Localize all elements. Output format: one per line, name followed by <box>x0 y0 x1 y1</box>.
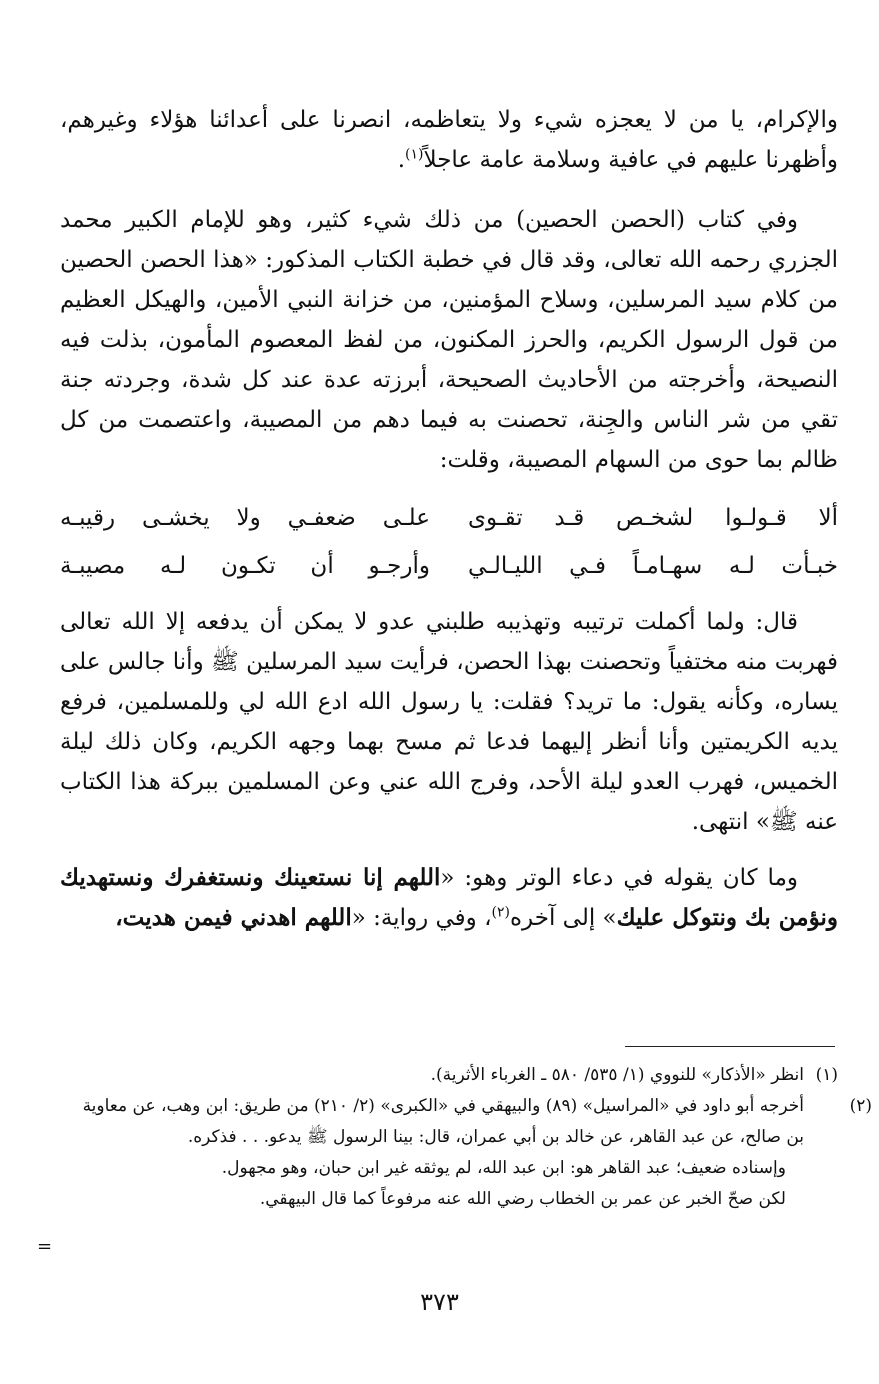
footnote-separator <box>625 1046 835 1047</box>
footnote-2-line-3: لكن صحّ الخبر عن عمر بن الخطاب رضي الله عنه مرفوعاً كما قال البيهقي. <box>259 1189 786 1209</box>
continuation-mark: = <box>37 1236 53 1257</box>
paragraph-1 <box>60 100 838 180</box>
paragraph-1-text: والإكرام، يا من لا يعجزه شيء ولا يتعاظمه، انصرنا على أعدائنا هؤلاء وغيرهم، وأظهرنا عليهم في عافية وسلامة عامة عاجلاً <box>60 107 838 173</box>
footnote-2 <box>60 1091 872 1153</box>
paragraph-4 <box>60 858 838 938</box>
footnote-2-number: (٢) <box>849 1096 872 1116</box>
footnote-1-text: انظر «الأذكار» للنووي (١/ ٥٣٥/ ٥٨٠ ـ الغرباء الأثرية). <box>430 1065 804 1085</box>
poem-second-hemistich: علـى ضعفـي ولا يخشـى رقيبـه <box>60 505 430 531</box>
paragraph-4-mid2: ، وفي رواية: « <box>351 905 492 931</box>
poem-verse <box>60 542 838 590</box>
paragraph-3: قال: ولما أكملت ترتيبه وتهذيبه طلبني عدو لا يمكن أن يدفعه إلا الله تعالى فهربت منه مختفياً وتحصنت بهذا الحصن، فرأيت سيد المرسلين ﷺ وأنا جالس على يساره، وكأنه يقول: ما تريد؟ فقلت: يا رسول الله ادع الله لي وللمسلمين، فرفع يديه الكريمتين وأنا أنظر إليهما فدعا ثم مسح بهما وجهه الكريم، وكان ذلك ليلة الخميس، فهرب العدو ليلة الأحد، وفرج الله عني وعن المسلمين ببركة هذا الكتاب عنه ﷺ» انتهى. <box>60 609 838 835</box>
dua-text-bold-2: اللهم اهدني فيمن هديت، <box>115 904 352 931</box>
poem <box>60 494 838 590</box>
page-number: ٣٧٣ <box>420 1288 459 1316</box>
paragraph-4-intro: وما كان يقوله في دعاء الوتر وهو: « <box>440 865 798 891</box>
poem-first-hemistich: خبـأت لـه سهـامـاً فـي الليـالـي <box>468 553 838 579</box>
paragraph-4-mid: » إلى آخره <box>509 905 617 931</box>
page-body <box>60 100 838 938</box>
footnote-ref-1[interactable]: (١) <box>405 146 424 163</box>
footnote-2-text: أخرجه أبو داود في «المراسيل» (٨٩) والبيهقي في «الكبرى» (٢/ ٢١٠) من طريق: ابن وهب، عن معاوية بن صالح، عن عبد القاهر، عن خالد بن أبي عمران، قال: بينا الرسول ﷺ يدعو. . . فذكره. <box>82 1096 804 1147</box>
footnote-1 <box>60 1060 838 1091</box>
dua-text-bold: اللهم إنا نستعينك ونستغفرك ونستهديك ونؤمن بك ونتوكل عليك <box>60 864 838 931</box>
poem-second-hemistich: وأرجـو أن تكـون لـه مصيبـة <box>60 553 430 579</box>
poem-verse <box>60 494 838 542</box>
footnote-ref-2[interactable]: (٢) <box>491 904 510 921</box>
footnote-2-line-2: وإسناده ضعيف؛ عبد القاهر هو: ابن عبد الله، لم يوثقه غير ابن حبان، وهو مجهول. <box>221 1158 786 1178</box>
footnote-1-number: (١) <box>815 1065 838 1085</box>
poem-first-hemistich: ألا قـولـوا لشخـص قـد تقـوى <box>468 505 838 531</box>
footnotes <box>60 1060 872 1215</box>
paragraph-1-end: . <box>397 147 405 173</box>
paragraph-2: وفي كتاب (الحصن الحصين) من ذلك شيء كثير، وهو للإمام الكبير محمد الجزري رحمه الله تعالى، وقد قال في خطبة الكتاب المذكور: «هذا الحصن الحصين من كلام سيد المرسلين، وسلاح المؤمنين، من خزانة النبي الأمين، والهيكل العظيم من قول الرسول الكريم، والحرز المكنون، من لفظ المعصوم المأمون، بذلت فيه النصيحة، وأخرجته من الأحاديث الصحيحة، أبرزته عدة عند كل شدة، وجردته جنة تقي من شر الناس والجِنة، تحصنت به فيما دهم من المصيبة، واعتصمت من كل ظالم بما حوى من السهام المصيبة، وقلت: <box>60 207 839 473</box>
